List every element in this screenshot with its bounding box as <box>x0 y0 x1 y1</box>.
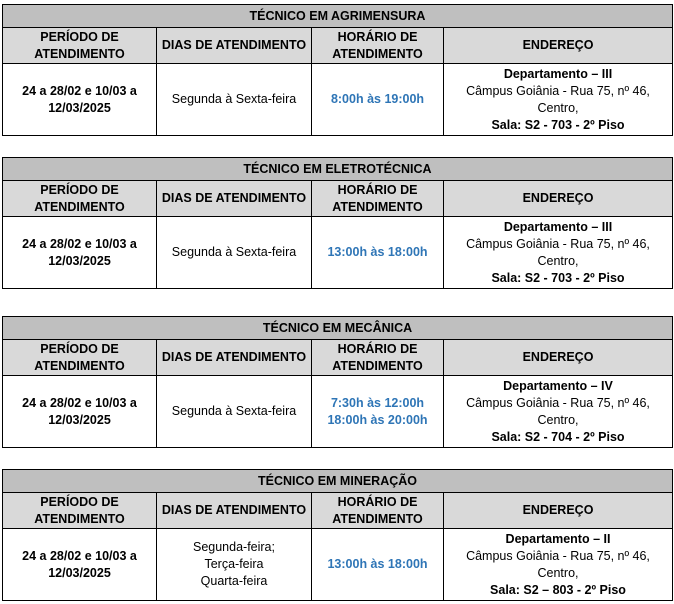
days-line: Segunda à Sexta-feira <box>171 92 297 106</box>
cell-hours <box>312 529 444 601</box>
header-address: ENDEREÇO <box>444 493 673 529</box>
header-hours: HORÁRIO DE ATENDIMENTO <box>312 28 444 64</box>
address-campus: Câmpus Goiânia - Rua 75, nº 46, <box>466 83 650 98</box>
hours-line: 13:00h às 18:00h <box>327 245 428 259</box>
schedule-table-eletrotecnica <box>2 157 673 289</box>
header-days: DIAS DE ATENDIMENTO <box>157 493 312 529</box>
cell-period: 24 a 28/02 e 10/03 a 12/03/2025 <box>3 64 157 136</box>
days-line: Terça-feira <box>204 557 264 571</box>
address-room: Sala: S2 - 704 - 2º Piso <box>491 429 625 444</box>
cell-address <box>444 64 673 136</box>
header-address: ENDEREÇO <box>444 28 673 64</box>
header-hours: HORÁRIO DE ATENDIMENTO <box>312 493 444 529</box>
header-period: PERÍODO DE ATENDIMENTO <box>3 493 157 529</box>
cell-hours <box>312 217 444 289</box>
header-period: PERÍODO DE ATENDIMENTO <box>3 28 157 64</box>
cell-period: 24 a 28/02 e 10/03 a 12/03/2025 <box>3 376 157 448</box>
schedule-table-agrimensura <box>2 4 673 136</box>
address-department: Departamento – IV <box>503 378 613 393</box>
cell-address <box>444 529 673 601</box>
address-department: Departamento – II <box>505 531 611 546</box>
address-district: Centro, <box>537 412 579 427</box>
days-line: Segunda-feira; <box>192 540 275 554</box>
cell-days <box>157 376 312 448</box>
hours-line: 7:30h às 12:00h <box>330 395 425 410</box>
cell-hours <box>312 376 444 448</box>
address-district: Centro, <box>537 100 579 115</box>
cell-hours <box>312 64 444 136</box>
header-days: DIAS DE ATENDIMENTO <box>157 340 312 376</box>
hours-line: 13:00h às 18:00h <box>327 557 428 571</box>
header-address: ENDEREÇO <box>444 181 673 217</box>
cell-address <box>444 376 673 448</box>
cell-days <box>157 529 312 601</box>
cell-period: 24 a 28/02 e 10/03 a 12/03/2025 <box>3 217 157 289</box>
address-campus: Câmpus Goiânia - Rua 75, nº 46, <box>466 395 650 410</box>
address-room: Sala: S2 – 803 - 2º Piso <box>490 582 626 597</box>
table-title: TÉCNICO EM MINERAÇÃO <box>3 470 673 493</box>
table-title: TÉCNICO EM ELETROTÉCNICA <box>3 158 673 181</box>
cell-days <box>157 217 312 289</box>
schedule-table-mecanica <box>2 316 673 448</box>
table-title: TÉCNICO EM AGRIMENSURA <box>3 5 673 28</box>
header-days: DIAS DE ATENDIMENTO <box>157 181 312 217</box>
cell-period: 24 a 28/02 e 10/03 a 12/03/2025 <box>3 529 157 601</box>
table-title: TÉCNICO EM MECÂNICA <box>3 317 673 340</box>
address-campus: Câmpus Goiânia - Rua 75, nº 46, <box>466 548 650 563</box>
header-days: DIAS DE ATENDIMENTO <box>157 28 312 64</box>
days-line: Segunda à Sexta-feira <box>171 245 297 259</box>
cell-address <box>444 217 673 289</box>
cell-days <box>157 64 312 136</box>
hours-line: 18:00h às 20:00h <box>327 412 428 427</box>
header-period: PERÍODO DE ATENDIMENTO <box>3 181 157 217</box>
address-district: Centro, <box>537 565 579 580</box>
header-period: PERÍODO DE ATENDIMENTO <box>3 340 157 376</box>
days-line: Segunda à Sexta-feira <box>171 404 297 418</box>
address-room: Sala: S2 - 703 - 2º Piso <box>491 270 625 285</box>
days-line: Quarta-feira <box>200 574 268 588</box>
address-department: Departamento – III <box>503 66 613 81</box>
schedule-table-mineracao <box>2 469 673 601</box>
address-room: Sala: S2 - 703 - 2º Piso <box>491 117 625 132</box>
address-district: Centro, <box>537 253 579 268</box>
address-campus: Câmpus Goiânia - Rua 75, nº 46, <box>466 236 650 251</box>
header-address: ENDEREÇO <box>444 340 673 376</box>
address-department: Departamento – III <box>503 219 613 234</box>
header-hours: HORÁRIO DE ATENDIMENTO <box>312 340 444 376</box>
hours-line: 8:00h às 19:00h <box>330 92 425 106</box>
header-hours: HORÁRIO DE ATENDIMENTO <box>312 181 444 217</box>
